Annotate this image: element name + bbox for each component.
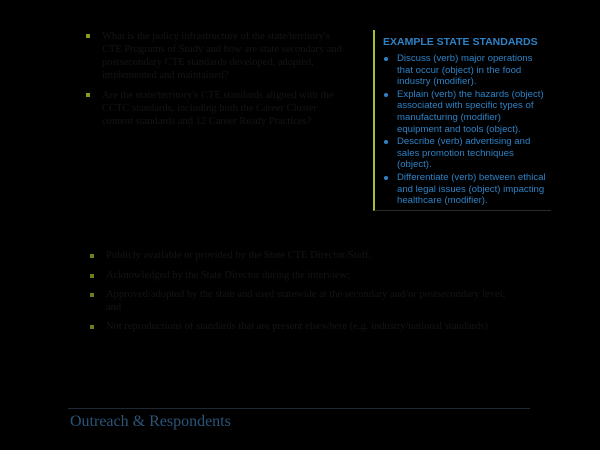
example-standards-list [383, 53, 547, 207]
section-divider [68, 408, 530, 409]
criteria-text: Not reproductions of standards that are present elsewhere (e.g. industry/national standards) [106, 321, 488, 332]
round-bullet-icon [384, 93, 388, 97]
criteria-text: Approved/adopted by the state and used statewide at the secondary and/or postsecondary level; and [106, 289, 506, 313]
example-text: Explain (verb) the hazards (object) associated with specific types of manufacturing (modifier) equipment and tools (object). [397, 88, 544, 135]
criteria-text: Publicly available or provided by the State CTE Director/Staff; [106, 250, 372, 261]
example-text: Differentiate (verb) between ethical and legal issues (object) impacting healthcare (modifier). [397, 171, 546, 207]
square-bullet-icon [90, 293, 94, 297]
list-item [383, 53, 547, 88]
criteria-text: Acknowledged by the State Director during the interview; [106, 269, 351, 281]
round-bullet-icon [384, 140, 388, 144]
list-item [383, 136, 547, 171]
square-bullet-icon [90, 274, 94, 278]
list-item [86, 30, 348, 82]
example-standards-box [373, 30, 551, 211]
list-item [86, 89, 348, 128]
list-item [90, 270, 510, 283]
list-item [90, 321, 510, 334]
square-bullet-icon [86, 34, 90, 38]
square-bullet-icon [90, 325, 94, 329]
round-bullet-icon [384, 176, 388, 180]
example-box-title: EXAMPLE STATE STANDARDS [383, 36, 538, 48]
research-questions-list [86, 30, 348, 135]
question-text: Are the state/territory's CTE standards aligned with the CCTC standards, including both the Career Cluster content standards and 12 Career Ready Practices? [102, 90, 334, 127]
section-heading: Outreach & Respondents [70, 413, 231, 430]
question-text: What is the policy infrastructure of the state/territory's CTE Programs of Study and how are state secondary and postsecondary CTE standards developed, adopted, implemented and maintained? [102, 31, 342, 81]
square-bullet-icon [90, 254, 94, 258]
list-item [383, 89, 547, 135]
round-bullet-icon [384, 57, 388, 61]
list-item [90, 250, 510, 263]
square-bullet-icon [86, 93, 90, 97]
example-text: Describe (verb) advertising and sales promotion techniques (object). [397, 136, 531, 171]
example-text: Discuss (verb) major operations that occur (object) in the food industry (modifier). [397, 53, 533, 88]
list-item [383, 172, 547, 207]
criteria-list [90, 250, 510, 341]
list-item [90, 289, 510, 314]
